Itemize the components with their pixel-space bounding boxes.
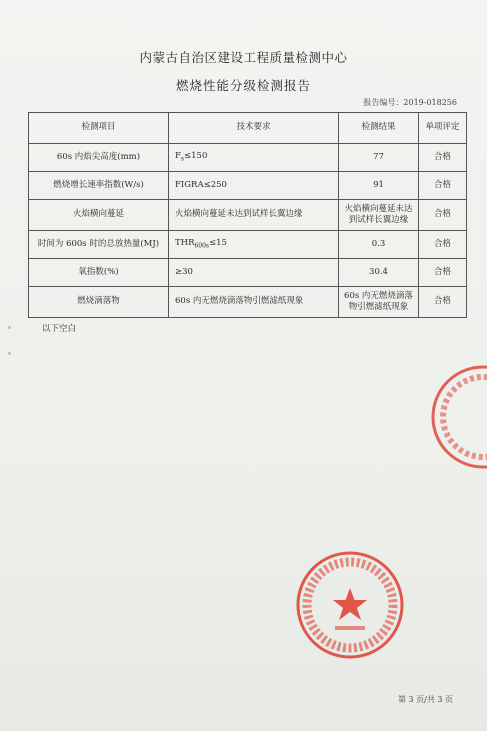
official-seal-icon xyxy=(295,550,405,660)
table-row xyxy=(29,144,467,172)
official-seal-partial-icon xyxy=(428,362,487,472)
blank-below-note: 以下空白 xyxy=(42,324,77,334)
table-row xyxy=(29,200,467,231)
result-cell: 91 xyxy=(339,172,419,200)
organization-name: 内蒙古自治区建设工程质量检测中心 xyxy=(139,50,348,65)
report-number: 报告编号：2019-018256 xyxy=(363,98,457,107)
table-row xyxy=(29,287,467,318)
requirement-cell: 火焰横向蔓延未达到试样长翼边缘 xyxy=(169,200,339,231)
verdict-cell: 合格 xyxy=(419,200,467,231)
verdict-cell: 合格 xyxy=(419,287,467,318)
item-cell: 60s 内焰尖高度(mm) xyxy=(29,144,169,172)
item-cell: 燃烧滴落物 xyxy=(29,287,169,318)
item-cell: 时间为 600s 时的总放热量(MJ) xyxy=(29,231,169,259)
table-header-row xyxy=(29,113,467,144)
edge-mark xyxy=(8,352,11,355)
requirement-cell: FIGRA≤250 xyxy=(169,172,339,200)
requirement-cell: ≥30 xyxy=(169,259,339,287)
table-row xyxy=(29,231,467,259)
column-header: 检测项目 xyxy=(29,113,169,144)
column-header: 单项评定 xyxy=(419,113,467,144)
result-cell: 0.3 xyxy=(339,231,419,259)
column-header: 检测结果 xyxy=(339,113,419,144)
table-row xyxy=(29,259,467,287)
item-cell: 氧指数(%) xyxy=(29,259,169,287)
result-cell: 30.4 xyxy=(339,259,419,287)
result-cell: 火焰横向蔓延未达到试样长翼边缘 xyxy=(339,200,419,231)
column-header: 技术要求 xyxy=(169,113,339,144)
item-cell: 燃烧增长速率指数(W/s) xyxy=(29,172,169,200)
verdict-cell: 合格 xyxy=(419,231,467,259)
page-number: 第 3 页/共 3 页 xyxy=(397,695,453,704)
verdict-cell: 合格 xyxy=(419,259,467,287)
report-title: 燃烧性能分级检测报告 xyxy=(175,78,311,93)
requirement-cell: 60s 内无燃烧滴落物引燃滤纸现象 xyxy=(169,287,339,318)
requirement-cell: $THR_{600s}\le 15$ xyxy=(169,231,339,259)
results-table xyxy=(28,112,467,318)
requirement-cell: $F_s\le 150$ xyxy=(169,144,339,172)
result-cell: 60s 内无燃烧滴落物引燃滤纸现象 xyxy=(339,287,419,318)
verdict-cell: 合格 xyxy=(419,144,467,172)
verdict-cell: 合格 xyxy=(419,172,467,200)
item-cell: 火焰横向蔓延 xyxy=(29,200,169,231)
edge-mark xyxy=(8,326,11,329)
result-cell: 77 xyxy=(339,144,419,172)
table-row xyxy=(29,172,467,200)
